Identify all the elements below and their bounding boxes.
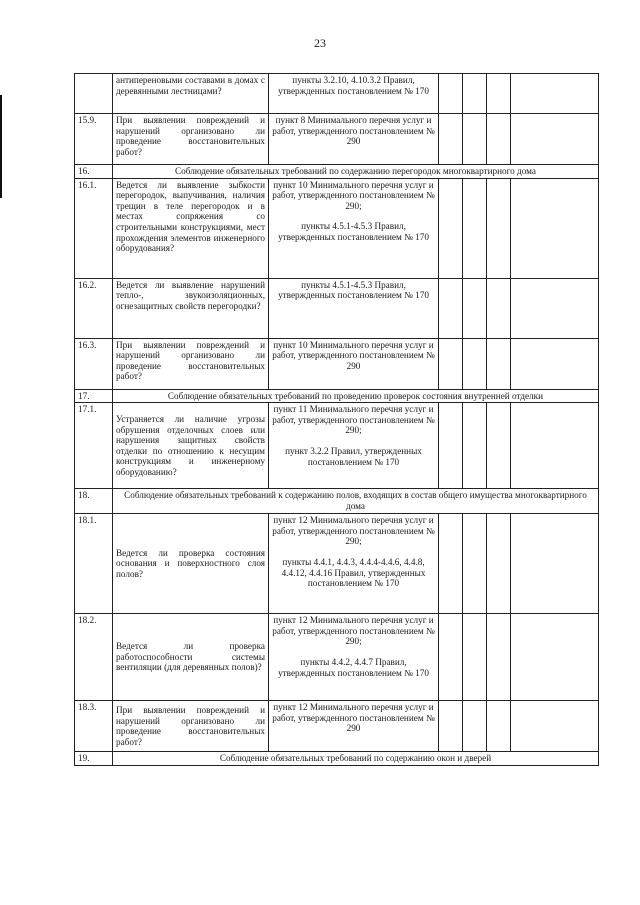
- answer-cell: [487, 178, 511, 278]
- legal-reference: [269, 514, 439, 614]
- answer-cell: [511, 403, 599, 489]
- section-title: Соблюдение обязательных требований по содержанию перегородок многоквартирного дома: [113, 165, 599, 179]
- answer-cell: [439, 178, 463, 278]
- answer-cell: [487, 614, 511, 701]
- answer-cell: [487, 403, 511, 489]
- answer-cell: [487, 701, 511, 752]
- answer-cell: [511, 74, 599, 114]
- answer-cell: [487, 338, 511, 389]
- legal-reference: [269, 114, 439, 165]
- page-number: 23: [314, 36, 326, 50]
- legal-reference: [269, 403, 439, 489]
- table-row: [75, 114, 599, 165]
- answer-cell: [511, 514, 599, 614]
- answer-cell: [439, 338, 463, 389]
- reference-text: пункт 8 Минимального перечня услуг и работ, утвержденного постановлением № 290: [272, 115, 435, 147]
- answer-cell: [511, 278, 599, 338]
- row-number: 18.1.: [75, 514, 113, 614]
- reference-text: пункт 12 Минимального перечня услуг и работ, утвержденного постановлением № 290;: [272, 515, 435, 547]
- reference-text: пункт 12 Минимального перечня услуг и работ, утвержденного постановлением № 290;: [272, 615, 435, 647]
- requirement-question: Ведется ли выявление зыбкости перегородок, выпучивания, наличия трещин в теле перегородок и в местах сопряжения со строительными конструкциями, мест прохождения элементов инженерного оборудования?: [113, 178, 269, 278]
- section-row: [75, 752, 599, 766]
- answer-cell: [439, 74, 463, 114]
- section-title: Соблюдение обязательных требований по проведению проверок состояния внутренней отделки: [113, 389, 599, 403]
- answer-cell: [511, 338, 599, 389]
- reference-text: пункты 4.4.2, 4.4.7 Правил, утвержденных постановлением № 170: [278, 656, 429, 678]
- legal-reference: [269, 178, 439, 278]
- requirement-question: Ведется ли выявление нарушений тепло-, звукоизоляционных, огнезащитных свойств перегородки?: [113, 278, 269, 338]
- section-row: [75, 489, 599, 514]
- scan-edge-mark: [0, 95, 2, 198]
- answer-cell: [463, 178, 487, 278]
- legal-reference: [269, 338, 439, 389]
- section-row: [75, 389, 599, 403]
- legal-reference: [269, 74, 439, 114]
- answer-cell: [463, 338, 487, 389]
- section-title: Соблюдение обязательных требований по содержанию окон и дверей: [113, 752, 599, 766]
- row-number: 16.3.: [75, 338, 113, 389]
- answer-cell: [463, 114, 487, 165]
- table-row: [75, 178, 599, 278]
- reference-text: пункты 4.5.1-4.5.3 Правил, утвержденных постановлением № 170: [278, 279, 429, 301]
- table-row: [75, 74, 599, 114]
- answer-cell: [487, 278, 511, 338]
- table-row: [75, 338, 599, 389]
- reference-spacer: [272, 211, 435, 221]
- answer-cell: [463, 278, 487, 338]
- reference-text: пункты 4.5.1-4.5.3 Правил, утвержденных постановлением № 170: [278, 221, 429, 242]
- requirement-question: антипереновыми составами в домах с деревянными лестницами?: [113, 74, 269, 114]
- requirement-question: При выявлении повреждений и нарушений организовано ли проведение восстановительных работ?: [113, 338, 269, 389]
- requirement-question: Устраняется ли наличие угрозы обрушения отделочных слоев или нарушения защитных свойств отделки по отношению к несущим конструкциям и инженерному оборудованию?: [113, 403, 269, 489]
- reference-text: пункты 4.4.1, 4.4.3, 4.4.4-4.4.6, 4.4.8, 4.4.12, 4.4.16 Правил, утвержденных постановлением № 170: [281, 556, 426, 589]
- answer-cell: [463, 701, 487, 752]
- reference-spacer: [272, 647, 435, 657]
- answer-cell: [463, 403, 487, 489]
- table-row: [75, 514, 599, 614]
- legal-reference: [269, 701, 439, 752]
- row-number: 17.1.: [75, 403, 113, 489]
- answer-cell: [511, 178, 599, 278]
- answer-cell: [487, 114, 511, 165]
- table-row: [75, 403, 599, 489]
- reference-text: пункт 10 Минимального перечня услуг и работ, утвержденного постановлением № 290: [272, 339, 435, 371]
- reference-text: пункты 3.2.10, 4.10.3.2 Правил, утвержденных постановлением № 170: [278, 75, 429, 96]
- row-number: 18.2.: [75, 614, 113, 701]
- reference-spacer: [272, 436, 435, 446]
- legal-reference: [269, 614, 439, 701]
- table-row: [75, 614, 599, 701]
- row-number: 16.: [75, 165, 113, 179]
- checklist-table: [74, 73, 599, 766]
- table-row: [75, 701, 599, 752]
- reference-text: пункт 11 Минимального перечня услуг и работ, утвержденного постановлением № 290;: [272, 404, 435, 436]
- checklist-body: [75, 74, 599, 766]
- answer-cell: [439, 114, 463, 165]
- reference-text: пункт 12 Минимального перечня услуг и работ, утвержденного постановлением № 290: [272, 702, 435, 734]
- row-number: 18.3.: [75, 701, 113, 752]
- requirement-question: Ведется ли проверка состояния основания и поверхностного слоя полов?: [113, 514, 269, 614]
- reference-spacer: [272, 547, 435, 557]
- answer-cell: [463, 614, 487, 701]
- answer-cell: [463, 74, 487, 114]
- legal-reference: [269, 278, 439, 338]
- row-number: 18.: [75, 489, 113, 514]
- row-number: 17.: [75, 389, 113, 403]
- section-title: Соблюдение обязательных требований к содержанию полов, входящих в состав общего имущества многоквартирного дома: [113, 489, 599, 514]
- answer-cell: [487, 74, 511, 114]
- answer-cell: [439, 514, 463, 614]
- answer-cell: [511, 114, 599, 165]
- answer-cell: [439, 278, 463, 338]
- row-number: 15.9.: [75, 114, 113, 165]
- answer-cell: [511, 614, 599, 701]
- row-number: 19.: [75, 752, 113, 766]
- answer-cell: [439, 701, 463, 752]
- answer-cell: [511, 701, 599, 752]
- reference-text: пункт 3.2.2 Правил, утвержденных постановлением № 170: [285, 445, 422, 467]
- requirement-question: При выявлении повреждений и нарушений организовано ли проведение восстановительных работ?: [113, 701, 269, 752]
- row-number: 16.2.: [75, 278, 113, 338]
- section-row: [75, 165, 599, 179]
- answer-cell: [439, 403, 463, 489]
- reference-text: пункт 10 Минимального перечня услуг и работ, утвержденного постановлением № 290;: [272, 179, 435, 211]
- requirement-question: Ведется ли проверка работоспособности системы вентиляции (для деревянных полов)?: [113, 614, 269, 701]
- answer-cell: [487, 514, 511, 614]
- row-number: [75, 74, 113, 114]
- table-row: [75, 278, 599, 338]
- answer-cell: [463, 514, 487, 614]
- answer-cell: [439, 614, 463, 701]
- requirement-question: При выявлении повреждений и нарушений организовано ли проведение восстановительных работ?: [113, 114, 269, 165]
- row-number: 16.1.: [75, 178, 113, 278]
